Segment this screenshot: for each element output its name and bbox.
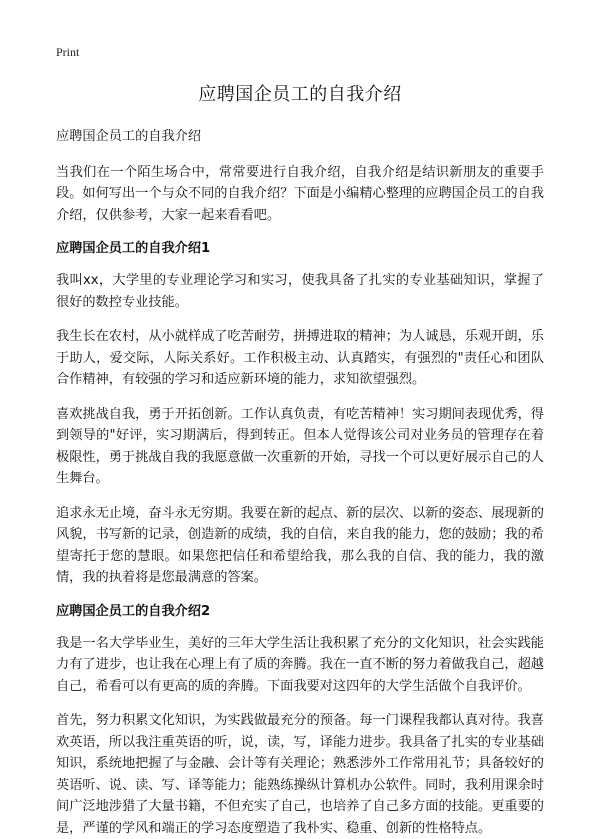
section-paragraph: 喜欢挑战自我，勇于开拓创新。工作认真负责，有吃苦精神！实习期间表现优秀，得到领导的"好评，实习期满后，得到转正。但本人觉得该公司对业务员的管理存在着极限性，勇于挑战自我的我愿意做一次重新的开始，寻找一个可以更好展示自己的人生舞台。 xyxy=(56,404,544,490)
section-1 xyxy=(56,239,544,589)
section-paragraph: 我是一名大学毕业生，美好的三年大学生活让我积累了充分的文化知识，社会实践能力有了进步，也让我在心理上有了质的奔腾。我在一直不断的努力着做我自己，超越自己，希看可以有更高的质的奔腾。下面我要对这四年的大学生活做个自我评价。 xyxy=(56,633,544,698)
print-label: Print xyxy=(56,44,544,60)
section-paragraph: 追求永无止境，奋斗永无穷期。我要在新的起点、新的层次、以新的姿态、展现新的风貌，书写新的记录，创造新的成绩，我的自信，来自我的能力，您的鼓励；我的希望寄托于您的慧眼。如果您把信任和希望给我，那么我的自信、我的能力，我的激情，我的执着将是您最满意的答案。 xyxy=(56,503,544,589)
intro-paragraph: 当我们在一个陌生场合中，常常要进行自我介绍，自我介绍是结识新朋友的重要手段。如何写出一个与众不同的自我介绍？下面是小编精心整理的应聘国企员工的自我介绍，仅供参考，大家一起来看看吧。 xyxy=(56,162,544,227)
section-paragraph: 首先，努力积累文化知识，为实践做最充分的预备。每一门课程我都认真对待。我喜欢英语，所以我注重英语的听，说，读，写，译能力进步。我具备了扎实的专业基础知识，系统地把握了与金融、会计等有关理论；熟悉涉外工作常用礼节；具备较好的英语听、说、读、写、译等能力；能熟练操纵计算机办公软件。同时，我利用课余时间广泛地涉猎了大量书籍，不但充实了自己，也培养了自己多方面的技能。更重要的是，严谨的学风和端正的学习态度塑造了我朴实、稳重、创新的性格特点。 xyxy=(56,710,544,839)
section-heading: 应聘国企员工的自我介绍1 xyxy=(56,239,544,259)
section-heading: 应聘国企员工的自我介绍2 xyxy=(56,602,544,622)
section-2 xyxy=(56,602,544,839)
section-paragraph: 我叫xx，大学里的专业理论学习和实习，使我具备了扎实的专业基础知识，掌握了很好的数控专业技能。 xyxy=(56,270,544,313)
document-subtitle: 应聘国企员工的自我介绍 xyxy=(56,126,544,148)
section-paragraph: 我生长在农村，从小就样成了吃苦耐劳，拼搏进取的精神；为人诚恳，乐观开朗，乐于助人，爱交际，人际关系好。工作积极主动、认真踏实，有强烈的"责任心和团队合作精神，有较强的学习和适应新环境的能力，求知欲望强烈。 xyxy=(56,326,544,391)
document-title: 应聘国企员工的自我介绍 xyxy=(56,82,544,108)
